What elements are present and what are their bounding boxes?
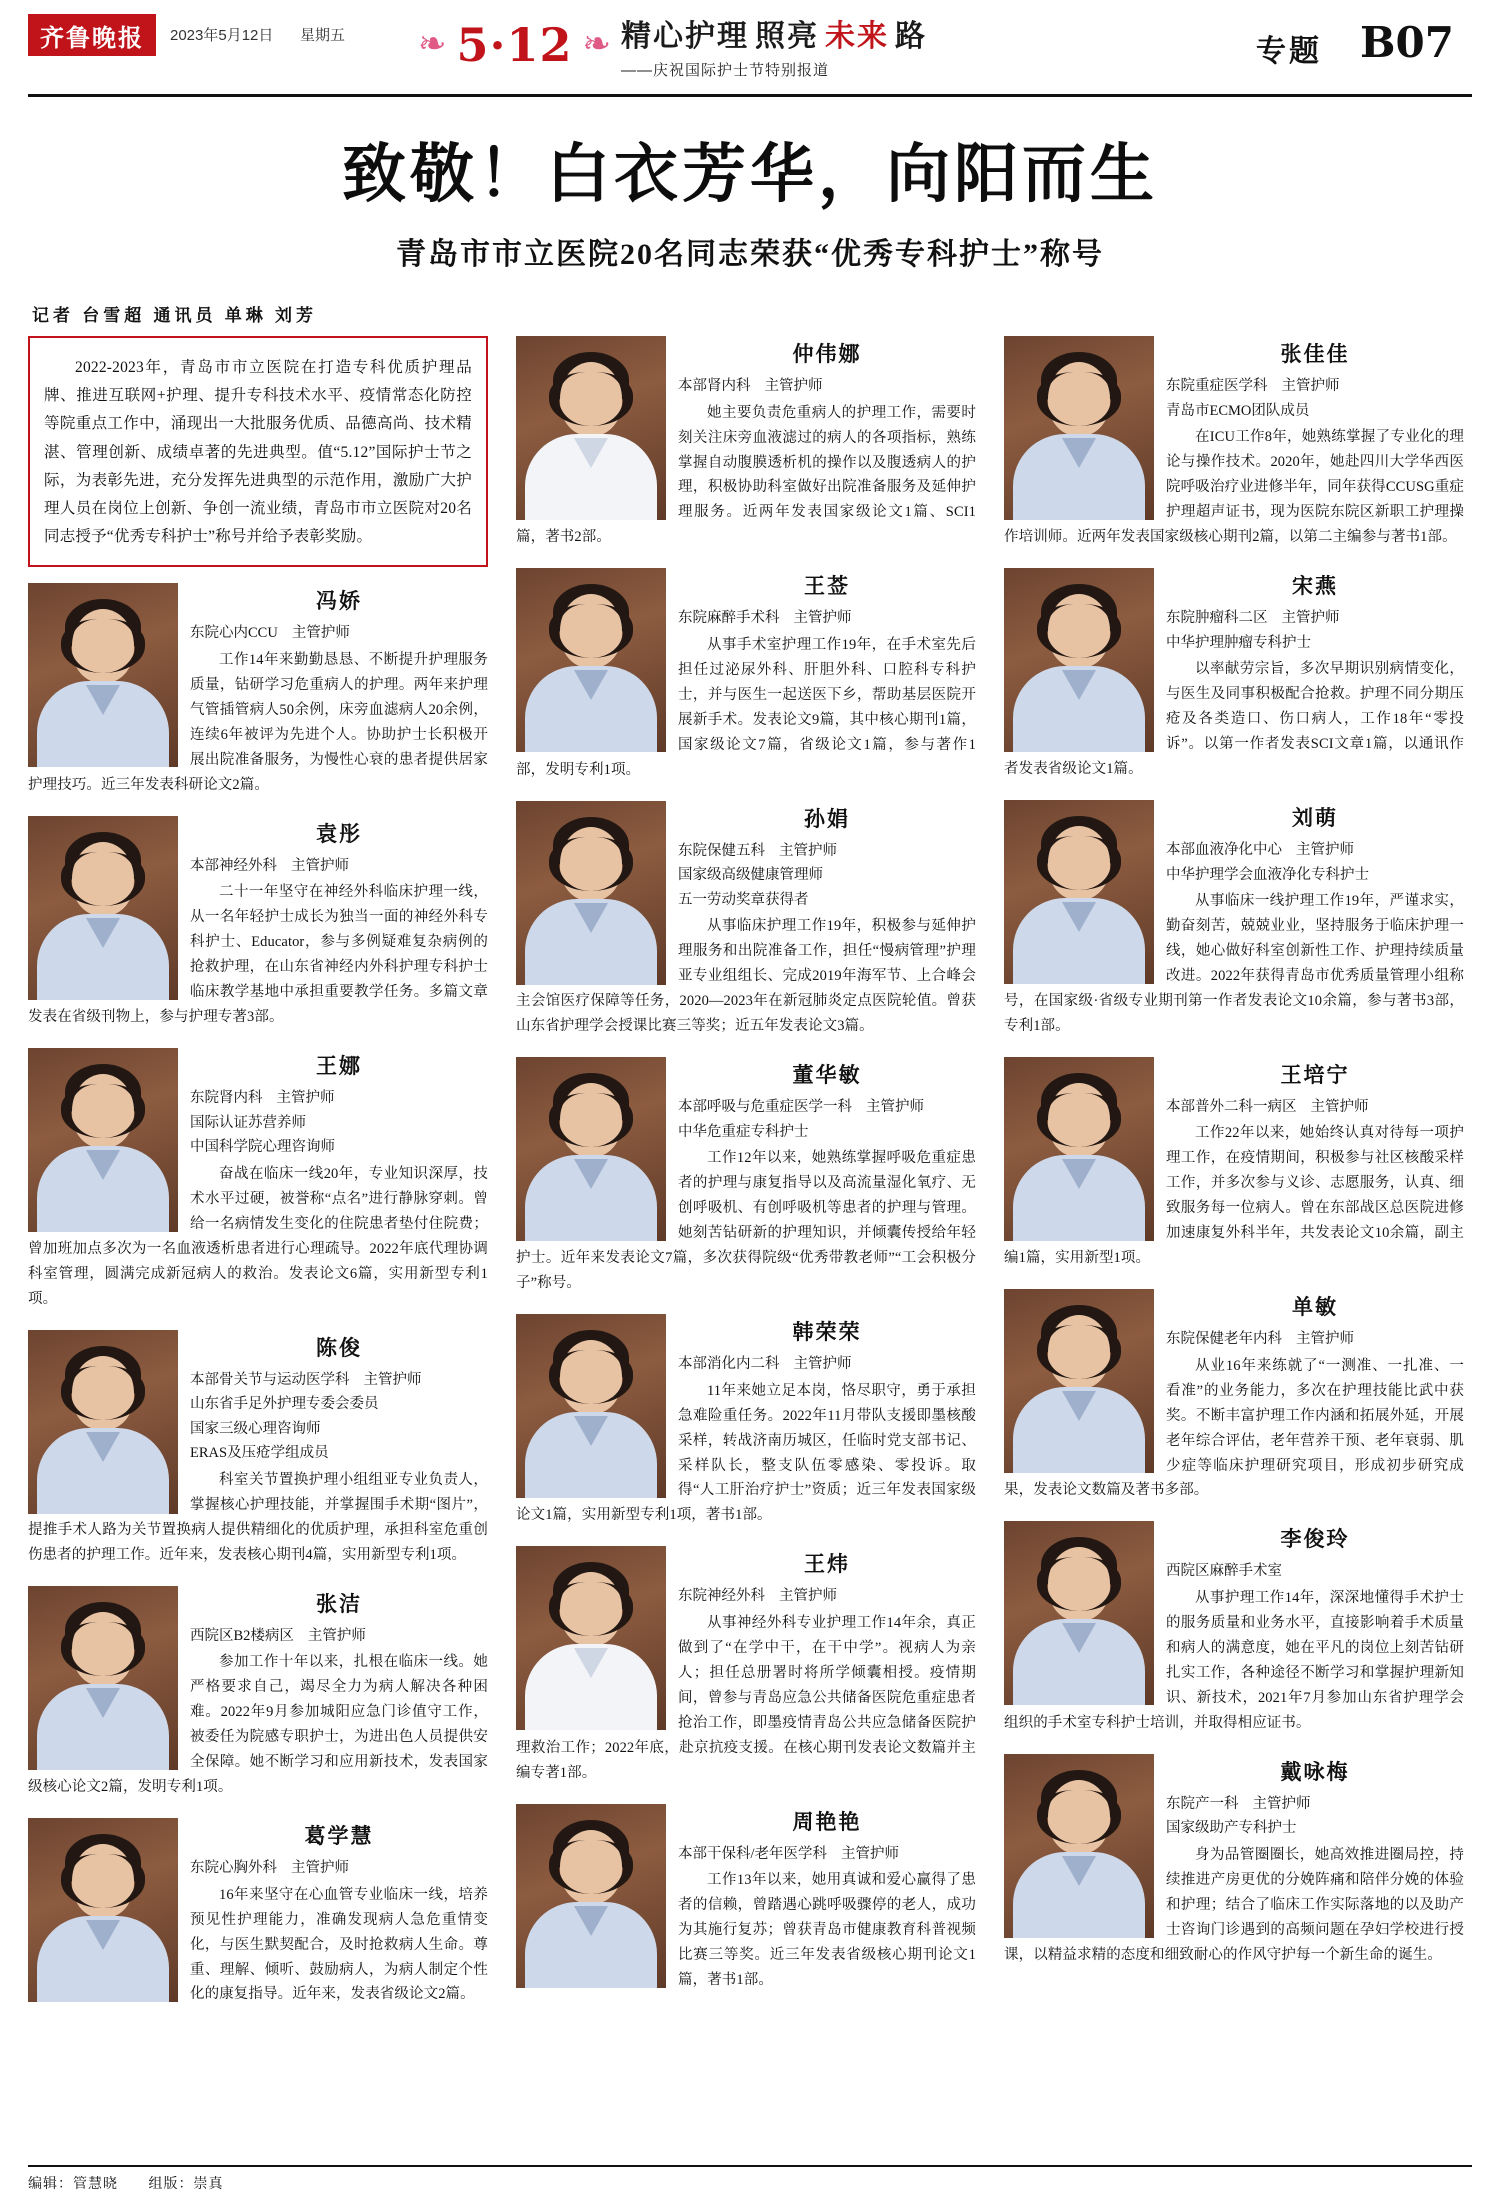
nurse-department: 东院产一科 [1166, 1795, 1239, 1812]
nurse-rank: 主管护师 [841, 1845, 900, 1862]
nurse-profile-entry [1004, 800, 1464, 1039]
nurse-department: 东院重症医学科 [1166, 378, 1268, 394]
nurse-department: 本部血液净化中心 [1166, 841, 1282, 858]
nurse-bio-text: 从业16年来练就了“一测准、一扎准、一看准”的业务能力，多次在护理技能比武中获奖。不断丰富护理工作内涵和拓展外延，开展老年综合评估，老年营养干预、老年衰弱、肌少症等临床护理研究项目，形成初步研究成果，发表论文数篇及著书多部。 [1004, 1357, 1464, 1499]
nurse-credential: 中华护理学会血液净化专科护士 [1166, 866, 1369, 883]
portrait-collar [86, 1150, 120, 1180]
nurse-portrait-photo [516, 1314, 666, 1498]
nurse-department: 本部干保科/老年医学科 [678, 1845, 828, 1862]
headline-block [28, 97, 1472, 279]
nurse-rank: 主管护师 [1296, 1331, 1354, 1348]
nurse-name: 袁彤 [316, 821, 362, 846]
nurse-profile-entry [28, 1330, 488, 1568]
portrait-hair-sides [549, 1582, 633, 1636]
nurse-bio-text: 从事神经外科专业护理工作14年余，真正做到了“在学中干，在干中学”。视病人为亲人；担任总册署时将所学倾囊相授。疫情期间，曾参与青岛应急公共储备医院危重症患者抢治工作，即墨疫情青岛公共应急储备医院护理救治工作；2022年底，赴京抗疫支援。在核心期刊发表论文数篇并主编专著1部。 [516, 1614, 976, 1781]
portrait-hair-sides [61, 852, 145, 906]
nurse-portrait-photo [28, 1818, 178, 2002]
nurse-department: 本部普外二科一病区 [1166, 1098, 1297, 1115]
nurse-bio-text: 从事手术室护理工作19年，在手术室先后担任过泌尿外科、肝胆外科、口腔科专科护士，并与医生一起送医下乡，帮助基层医院开展新手术。发表论文9篇，其中核心期刊1篇，国家级论文7篇，省级论文1篇，参与著作1部，发明专利1项。 [516, 636, 976, 778]
nurse-name: 韩荣荣 [792, 1320, 862, 1345]
nurse-portrait-photo [516, 1546, 666, 1730]
column-2 [516, 336, 976, 2096]
nurse-department: 东院肿瘤科二区 [1166, 609, 1268, 626]
nurse-bio-text: 工作22年以来，她始终认真对待每一项护理工作，在疫情期间，积极参与社区核酸采样工作，并多次参与义诊、志愿服务，认真、细致服务每一位病人。曾在东部战区总医院进修加速康复外科半年，共发表论文10余篇，副主编1篇，实用新型1项。 [1004, 1125, 1464, 1267]
nurse-portrait-photo [28, 1330, 178, 1514]
portrait-collar [1062, 902, 1096, 932]
nurse-rank: 主管护师 [779, 842, 837, 859]
nurse-bio-text: 工作14年来勤勤恳恳、不断提升护理服务质量，钻研学习危重病人的护理。两年来护理气管插管病人50余例，床旁血滤病人20余例，连续6年被评为先进个人。协助护士长积极开展出院准备服务，为慢性心衰的患者提供居家护理技巧。近三年发表科研论文2篇。 [28, 652, 488, 793]
portrait-hair-sides [1037, 372, 1121, 426]
nurse-rank: 主管护师 [363, 1371, 422, 1388]
nurse-rank: 主管护师 [1296, 841, 1354, 858]
banner-subtitle: ——庆祝国际护士节特别报道 [621, 61, 830, 79]
nurse-portrait-photo [516, 568, 666, 752]
article-columns [28, 336, 1472, 2096]
nurse-portrait-photo [516, 1057, 666, 1241]
lede-text: 2022-2023年，青岛市市立医院在打造专科优质护理品牌、推进互联网+护理、提升专科技术水平、疫情常态化防控等院重点工作中，涌现出一大批服务优质、品德高尚、技术精湛、管理创新、成绩卓著的先进典型。值“5.12”国际护士节之际，为表彰先进，充分发挥先进典型的示范作用，激励广大护理人员在岗位上创新、争创一流业绩，青岛市市立医院对20名同志授予“优秀专科护士”称号并给予表彰奖励。 [44, 359, 472, 546]
nurse-department: 本部骨关节与运动医学科 [190, 1371, 350, 1388]
lede-box [28, 336, 488, 567]
page-footer [28, 2165, 1472, 2193]
nurse-name: 王炜 [804, 1552, 850, 1577]
nurse-department: 东院肾内科 [190, 1089, 263, 1106]
nurse-bio-text: 工作13年以来，她用真诚和爱心赢得了患者的信赖，曾踏遇心跳呼吸骤停的老人，成功为其施行复苏；曾获青岛市健康教育科普视频比赛三等奖。近三年发表省级核心期刊论文1篇，著书1部。 [678, 1872, 976, 1988]
nurse-profile-entry [516, 1546, 976, 1785]
nurse-rank: 主管护师 [793, 1356, 852, 1373]
nurse-portrait-photo [1004, 800, 1154, 984]
nurse-credential: 国家三级心理咨询师 [190, 1420, 321, 1437]
nurse-portrait-photo [1004, 336, 1154, 520]
nurse-profile-entry [1004, 568, 1464, 782]
portrait-hair-sides [549, 604, 633, 658]
nurse-rank: 主管护师 [291, 857, 349, 874]
nurse-credential: 中华护理肿瘤专科护士 [1166, 634, 1311, 651]
nurse-bio-text: 工作12年以来，她熟练掌握呼吸危重症患者的护理与康复指导以及高流量湿化氧疗、无创呼吸机、有创呼吸机等患者的护理与管理。她刻苦钻研新的护理知识，并倾囊传授给年轻护士。近年来发表论文7篇，多次获得院级“优秀带教老师”“工会积极分子”称号。 [516, 1150, 976, 1292]
masthead [28, 0, 1472, 92]
portrait-hair-sides [61, 1854, 145, 1908]
portrait-collar [86, 1688, 120, 1718]
wing-right-icon: ❧ [582, 26, 612, 63]
nurse-profile-entry [28, 1818, 488, 2007]
portrait-collar [1062, 1159, 1096, 1189]
portrait-collar [574, 438, 608, 468]
nurse-name: 王莶 [804, 574, 850, 599]
nurse-portrait-photo [1004, 568, 1154, 752]
nurse-portrait-photo [1004, 1521, 1154, 1705]
festival-banner [418, 6, 1058, 84]
nurse-profile-entry [1004, 1289, 1464, 1503]
nurse-profile-entry [1004, 1521, 1464, 1735]
nurse-department: 西院区B2楼病区 [190, 1627, 294, 1644]
newspaper-logo: 齐鲁晚报 [28, 14, 156, 56]
nurse-rank: 主管护师 [764, 378, 823, 394]
portrait-hair-sides [549, 372, 633, 426]
nurse-name: 李俊玲 [1280, 1527, 1350, 1552]
banner-number: 5·12 [456, 18, 573, 72]
nurse-bio-text: 奋战在临床一线20年，专业知识深厚，技术水平过硬，被誉称“点名”进行静脉穿刺。曾给一名病情发生变化的住院患者垫付住院费；曾加班加点多次为一名血液透析患者进行心理疏导。2022年底代理协调科室管理，圆满完成新冠病人的救治。发表论文6篇，实用新型专利1项。 [28, 1165, 488, 1307]
nurse-department: 东院神经外科 [678, 1588, 765, 1605]
portrait-collar [574, 670, 608, 700]
nurse-profile-entry [28, 1586, 488, 1800]
nurse-profile-entry [28, 816, 488, 1030]
nurse-credential: 山东省手足外护理专委会委员 [190, 1396, 379, 1413]
nurse-portrait-photo [1004, 1057, 1154, 1241]
nurse-name: 王娜 [316, 1053, 362, 1078]
nurse-rank: 主管护师 [307, 1627, 366, 1644]
nurse-portrait-photo [1004, 1289, 1154, 1473]
portrait-collar [574, 903, 608, 933]
nurse-portrait-photo [516, 801, 666, 985]
nurse-department: 本部肾内科 [678, 378, 751, 394]
nurse-name: 张洁 [316, 1591, 362, 1616]
portrait-collar [574, 1416, 608, 1446]
nurse-bio-text: 参加工作十年以来，扎根在临床一线。她严格要求自己，竭尽全力为病人解决各种困难。2022年9月参加城阳应急门诊值守工作，被委任为院感专职护士，为进出色人员提供安全保障。她不断学习和应用新技术，发表国家级核心论文2篇，发明专利1项。 [28, 1654, 488, 1796]
nurse-bio-text: 她主要负责危重病人的护理工作，需要时刻关注床旁血液滤过的病人的各项指标，熟练掌握自动腹膜透析机的操作以及腹透病人的护理，积极协助科室做好出院准备服务及延伸护理服务。近两年发表国家级论文1篇、SCI1篇，著书2部。 [516, 404, 976, 546]
nurse-credential: 国家级助产专科护士 [1166, 1820, 1297, 1837]
portrait-collar [1062, 1623, 1096, 1653]
column-1 [28, 336, 488, 2096]
portrait-collar [86, 685, 120, 715]
portrait-collar [1062, 438, 1096, 468]
nurse-portrait-photo [28, 583, 178, 767]
portrait-hair-sides [549, 1350, 633, 1404]
nurse-profile-entry [516, 801, 976, 1040]
nurse-profile-entry [28, 1048, 488, 1312]
nurse-rank: 主管护师 [291, 1860, 349, 1877]
portrait-hair-sides [1037, 836, 1121, 890]
nurse-rank: 主管护师 [793, 610, 852, 627]
nurse-name: 董华敏 [792, 1063, 862, 1088]
byline: 记者 台雪超 通讯员 单琳 刘芳 [32, 306, 317, 325]
nurse-profile-entry [516, 1057, 976, 1296]
nurse-credential: 五一劳动奖章获得者 [678, 891, 809, 908]
nurse-credential: 国际认证苏营养师 [190, 1114, 306, 1131]
nurse-portrait-photo [28, 1586, 178, 1770]
portrait-collar [1062, 1391, 1096, 1421]
page-subtitle: 青岛市市立医院20名同志荣获“优秀专科护士”称号 [396, 238, 1104, 271]
portrait-hair-sides [1037, 1093, 1121, 1147]
nurse-portrait-photo [1004, 1754, 1154, 1938]
portrait-hair-sides [1037, 604, 1121, 658]
nurse-department: 东院心内CCU [190, 625, 278, 642]
nurse-name: 孙娟 [804, 806, 850, 831]
nurse-name: 仲伟娜 [792, 342, 862, 366]
portrait-hair-sides [549, 1840, 633, 1894]
nurse-department: 东院麻醉手术科 [678, 610, 780, 627]
nurse-bio-text: 16年来坚守在心血管专业临床一线，培养预见性护理能力，准确发现病人急危重情变化，与医生默契配合，及时抢救病人生命。尊重、理解、倾听、鼓励病人，为病人制定个性化的康复指导。近年来，发表省级论文2篇。 [190, 1886, 488, 2003]
nurse-portrait-photo [516, 336, 666, 520]
nurse-credential: ERAS及压疮学组成员 [190, 1445, 329, 1462]
nurse-profile-entry [1004, 1754, 1464, 1968]
nurse-profile-entry [28, 583, 488, 797]
publication-date: 2023年5月12日 [170, 27, 274, 44]
portrait-collar [574, 1159, 608, 1189]
nurse-name: 单敏 [1292, 1295, 1338, 1320]
nurse-profile-entry [516, 336, 976, 550]
portrait-hair-sides [1037, 1790, 1121, 1844]
portrait-collar [1062, 1856, 1096, 1886]
portrait-hair-sides [61, 1084, 145, 1138]
nurse-rank: 主管护师 [866, 1099, 924, 1116]
footer-editor: 编辑：管慧晓 [28, 2177, 118, 2192]
portrait-collar [1062, 670, 1096, 700]
nurse-rank: 主管护师 [779, 1588, 837, 1605]
portrait-collar [86, 918, 120, 948]
nurse-name: 周艳艳 [792, 1809, 862, 1834]
nurse-credential: 中华危重症专科护士 [678, 1123, 809, 1140]
nurse-bio-text: 科室关节置换护理小组组亚专业负责人，掌握核心护理技能，并掌握围手术期“图片”，提推手术人路为关节置换病人提供精细化的优质护理，承担科室危重创伤患者的护理工作。近年来，发表核心期刊4篇，实用新型专利1项。 [28, 1472, 488, 1563]
column-3 [1004, 336, 1464, 2096]
nurse-bio-text: 在ICU工作8年，她熟练掌握了专业化的理论与操作技术。2020年，她赴四川大学华西医院呼吸治疗业进修半年，同年获得CCUSG重症护理超声证书，现为医院东院区新职工护理操作培训师。近两年发表国家级核心期刊2篇，以第二主编参与著书1部。 [1004, 429, 1464, 546]
nurse-name: 宋燕 [1292, 573, 1338, 598]
portrait-collar [574, 1648, 608, 1678]
portrait-collar [86, 1432, 120, 1462]
nurse-rank: 主管护师 [1252, 1795, 1311, 1812]
nurse-profile-entry [516, 1314, 976, 1528]
nurse-bio-text: 从事临床护理工作19年，积极参与延伸护理服务和出院准备工作，担任“慢病管理”护理亚专业组组长、完成2019年海军节、上合峰会主会馆医疗保障等任务，2020—2023年在新冠肺炎定点医院轮值。曾获山东省护理学会授课比赛三等奖；近五年发表论文3篇。 [516, 918, 976, 1035]
nurse-department: 本部消化内二科 [678, 1356, 780, 1373]
nurse-department: 西院区麻醉手术室 [1166, 1563, 1282, 1580]
nurse-profile-entry [1004, 1057, 1464, 1271]
nurse-credential: 青岛市ECMO团队成员 [1166, 402, 1310, 419]
nurse-bio-text: 以率献劳宗旨，多次早期识别病情变化，与医生及同事积极配合抢救。护理不同分期压疮及各类造口、伤口病人，工作18年“零投诉”。以第一作者发表SCI文章1篇，以通讯作者发表省级论文1篇。 [1004, 661, 1464, 777]
nurse-name: 冯娇 [316, 589, 362, 614]
page-number: B07 [1360, 18, 1454, 67]
nurse-profile-entry [1004, 336, 1464, 550]
portrait-collar [86, 1920, 120, 1950]
nurse-rank: 主管护师 [1310, 1098, 1369, 1115]
nurse-department: 东院心胸外科 [190, 1860, 277, 1877]
nurse-department: 本部呼吸与危重症医学一科 [678, 1099, 852, 1116]
nurse-bio-text: 身为品管圈圈长，她高效推进圈局控，持续推进产房更优的分娩阵痛和陪伴分娩的体验和护理；结合了临床工作实际落地的以及助产士咨询门诊遇到的高频问题在孕妇学校进行授课，以精益求精的态度和细致耐心的作风守护每一个新生命的诞生。 [1004, 1846, 1464, 1963]
nurse-rank: 主管护师 [1281, 378, 1340, 394]
nurse-profile-entry [516, 568, 976, 782]
nurse-credential: 中国科学院心理咨询师 [190, 1139, 335, 1156]
nurse-name: 王培宁 [1280, 1062, 1350, 1087]
nurse-credential: 国家级高级健康管理师 [678, 867, 823, 884]
banner-slogan-3: 未来 [825, 19, 890, 53]
portrait-hair-sides [61, 619, 145, 673]
nurse-portrait-photo [516, 1804, 666, 1988]
nurse-department: 东院保健老年内科 [1166, 1331, 1282, 1348]
footer-typesetter: 组版：崇真 [148, 2177, 224, 2192]
publication-weekday: 星期五 [300, 27, 346, 44]
section-label: 专题 [1256, 35, 1322, 68]
nurse-profile-entry [516, 1804, 976, 1993]
nurse-department: 本部神经外科 [190, 857, 277, 874]
portrait-hair-sides [61, 1622, 145, 1676]
nurse-name: 刘萌 [1292, 805, 1338, 830]
nurse-bio-text: 11年来她立足本岗，恪尽职守，勇于承担急难险重任务。2022年11月带队支援即墨核酸采样，转战济南历城区，任临时党支部书记、采样队长，整支队伍零感染、零投诉。取得“人工肝治疗护士”资质；近三年发表国家级论文1篇，实用新型专利1项，著书1部。 [516, 1382, 976, 1524]
wing-left-icon: ❧ [418, 26, 447, 63]
nurse-rank: 主管护师 [1281, 609, 1340, 626]
nurse-rank: 主管护师 [276, 1089, 335, 1106]
nurse-name: 戴咏梅 [1280, 1759, 1350, 1784]
nurse-department: 东院保健五科 [678, 842, 765, 859]
nurse-portrait-photo [28, 1048, 178, 1232]
banner-slogan-4: 路 [895, 19, 928, 53]
nurse-rank: 主管护师 [291, 625, 350, 642]
page-title: 致敬！白衣芳华，向阳而生 [342, 137, 1158, 212]
portrait-hair-sides [1037, 1557, 1121, 1611]
portrait-hair-sides [1037, 1325, 1121, 1379]
portrait-hair-sides [549, 837, 633, 891]
banner-slogan-1: 精心护理 [621, 19, 750, 53]
nurse-name: 陈俊 [316, 1335, 362, 1360]
banner-slogan-group [621, 11, 927, 80]
nurse-bio-text: 从事临床一线护理工作19年，严谨求实，勤奋刻苦，兢兢业业，坚持服务于临床护理一线，她心做好科室创新性工作、护理持续质量改进。2022年获得青岛市优秀质量管理小组称号，在国家级·省级专业期刊第一作者发表论文10余篇，参与著书3部，专利1部。 [1004, 893, 1464, 1034]
portrait-collar [574, 1906, 608, 1936]
banner-slogan-2: 照亮 [755, 19, 820, 53]
nurse-name: 葛学慧 [304, 1824, 374, 1849]
nurse-portrait-photo [28, 816, 178, 1000]
nurse-name: 张佳佳 [1280, 342, 1350, 366]
portrait-hair-sides [549, 1093, 633, 1147]
portrait-hair-sides [61, 1366, 145, 1420]
nurse-bio-text: 从事护理工作14年，深深地懂得手术护士的服务质量和业务水平，直接影响着手术质量和病人的满意度，她在平凡的岗位上刻苦钻研扎实工作，各种途径不断学习和掌握护理新知识、新技术，2021年7月参加山东省护理学会组织的手术室专科护士培训，并取得相应证书。 [1004, 1590, 1464, 1731]
nurse-bio-text: 二十一年坚守在神经外科临床护理一线，从一名年轻护士成长为独当一面的神经外科专科护士、Educator，参与多例疑难复杂病例的抢救护理，在山东省神经内外科护理专科护士临床教学基地中承担重要教学任务。多篇文章发表在省级刊物上，参与护理专著3部。 [28, 884, 488, 1026]
